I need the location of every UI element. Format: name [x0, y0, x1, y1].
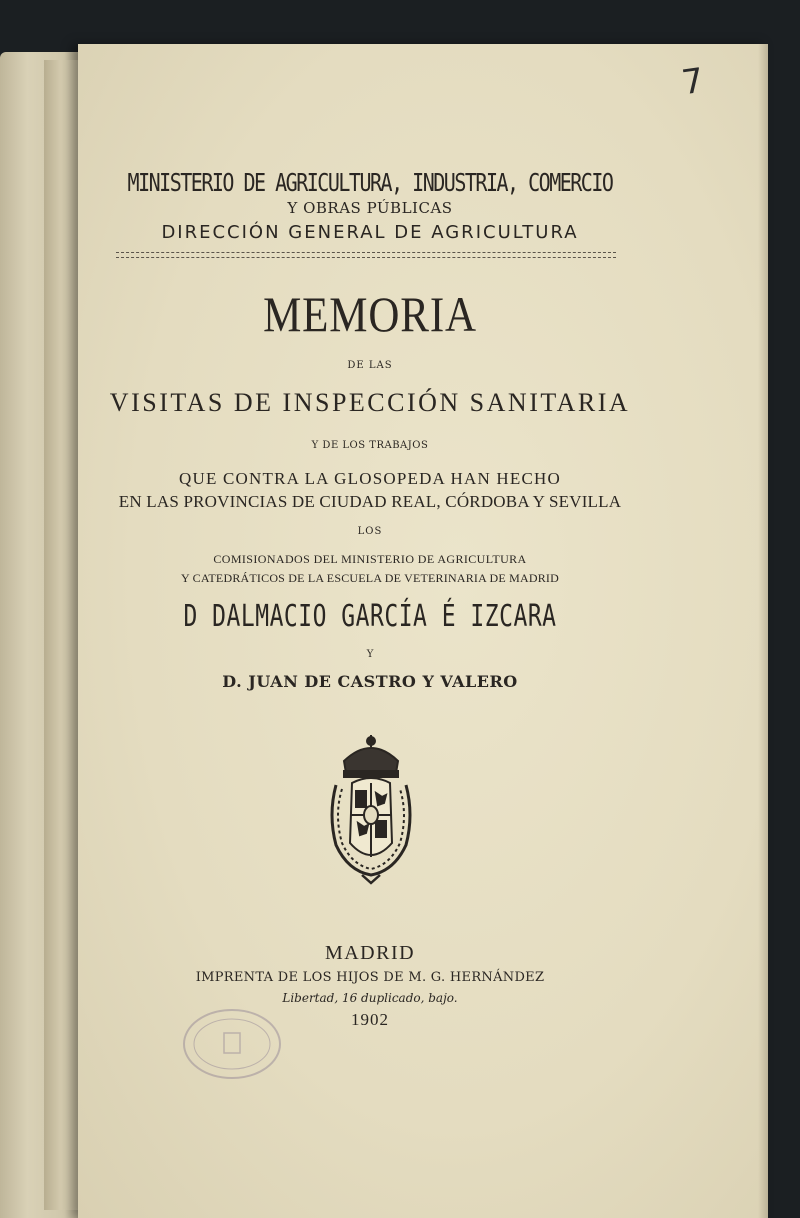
subject-connector: Y DE LOS TRABAJOS — [311, 440, 429, 451]
royal-coat-of-arms-emblem — [322, 733, 420, 885]
document-title: MEMORIA — [263, 286, 477, 342]
commission-connector: LOS — [357, 526, 383, 537]
library-stamp-icon — [180, 1005, 284, 1083]
imprint-printer: IMPRENTA DE LOS HIJOS DE M. G. HERNÁNDEZ — [195, 970, 545, 985]
commission-line-2: Y CATEDRÁTICOS DE LA ESCUELA DE VETERINARIA DE MADRID — [181, 571, 559, 585]
ministry-subheading: Y OBRAS PÚBLICAS — [287, 199, 453, 217]
subject-line-1: QUE CONTRA LA GLOSOPEDA HAN HECHO — [179, 469, 561, 488]
subject-heading: VISITAS DE INSPECCIÓN SANITARIA — [109, 388, 631, 417]
page-edge-shadow — [758, 44, 768, 1218]
imprint-address: Libertad, 16 duplicado, bajo. — [282, 991, 458, 1005]
folio-number: 7 — [679, 60, 707, 104]
author-1: D DALMACIO GARCÍA É IZCARA — [183, 600, 557, 634]
title-connector: DE LAS — [347, 360, 393, 371]
header-rule — [116, 252, 616, 258]
directorate-heading: DIRECCIÓN GENERAL DE AGRICULTURA — [161, 222, 579, 243]
imprint-city: MADRID — [324, 942, 416, 964]
commission-line-1: COMISIONADOS DEL MINISTERIO DE AGRICULTURA — [213, 552, 527, 566]
author-2: D. JUAN DE CASTRO Y VALERO — [222, 672, 518, 691]
ministry-heading: MINISTERIO DE AGRICULTURA, INDUSTRIA, COMERCIO — [127, 167, 613, 197]
subject-line-2: EN LAS PROVINCIAS DE CIUDAD REAL, CÓRDOBA Y SEVILLA — [118, 492, 622, 511]
imprint-year: 1902 — [351, 1010, 389, 1029]
author-conjunction: Y — [366, 649, 374, 660]
